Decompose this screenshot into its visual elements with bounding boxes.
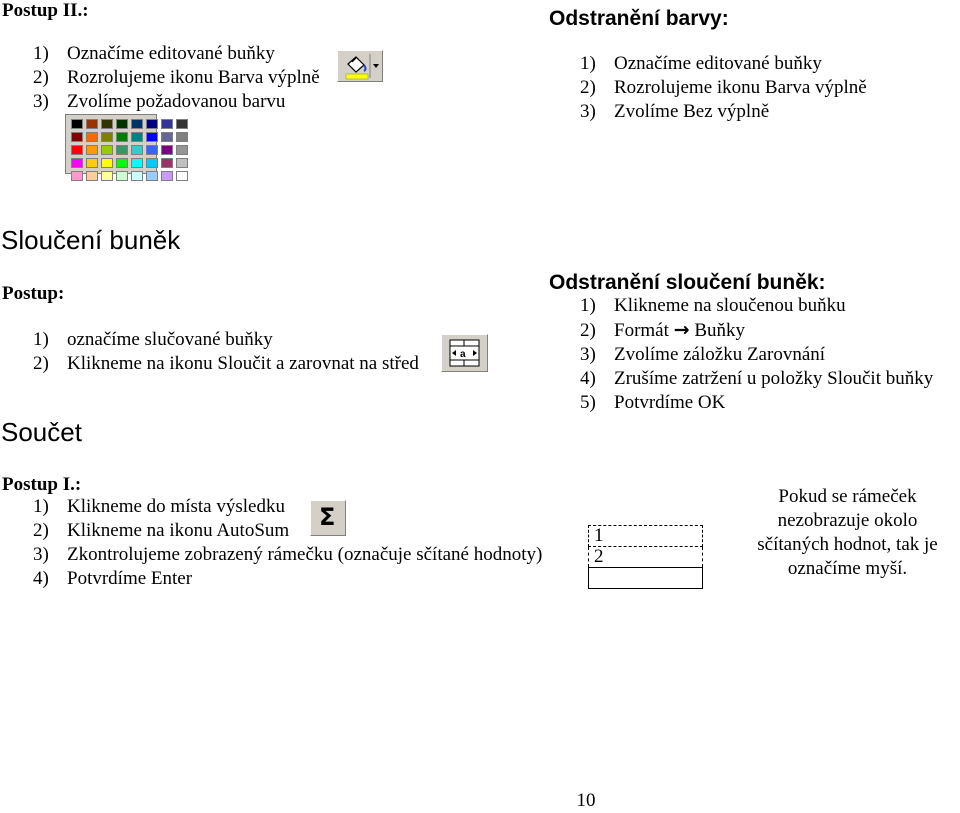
color-swatch[interactable] [161,119,173,129]
paint-bucket-icon [338,51,382,81]
soucet-postup: Postup I.: [2,474,82,495]
table-row: 1 [589,526,703,547]
color-swatch[interactable] [131,145,143,155]
color-palette [65,114,157,174]
color-swatch[interactable] [116,171,128,181]
color-swatch[interactable] [176,158,188,168]
list-item: 1) Klikneme do místa výsledku [33,496,285,517]
list-item: 2) Klikneme na ikonu AutoSum [33,520,290,541]
list-item: 1) označíme slučované buňky [33,329,273,350]
color-swatch[interactable] [176,119,188,129]
odstraneni-slouceni-heading: Odstranění sloučení buněk: [549,271,826,294]
list-item: 4) Zrušíme zatržení u položky Sloučit buňky [580,368,934,389]
sigma-icon: Σ [319,503,336,531]
page-number: 10 [576,790,596,811]
color-swatch[interactable] [131,158,143,168]
color-swatch[interactable] [146,158,158,168]
fill-steps-list [33,42,320,114]
table-row: 2 [589,547,703,568]
odstraneni-slouceni-steps [580,294,933,415]
color-swatch[interactable] [176,132,188,142]
soucet-title: Součet [1,417,82,447]
list-item: 1) Označíme editované buňky [33,43,275,64]
color-swatch[interactable] [86,145,98,155]
color-swatch[interactable] [86,132,98,142]
color-swatch[interactable] [176,145,188,155]
list-item: 1) Klikneme na sloučenou buňku [580,295,846,316]
fill-color-button[interactable] [337,50,383,82]
table-row [589,568,703,589]
color-swatch[interactable] [71,171,83,181]
sum-cells-example [588,525,703,589]
color-swatch[interactable] [86,119,98,129]
soucet-steps [33,495,542,591]
color-swatch[interactable] [71,119,83,129]
color-swatch[interactable] [146,132,158,142]
postup-ii-heading: Postup II.: [2,0,89,21]
color-swatch[interactable] [101,145,113,155]
merge-center-button[interactable] [441,334,488,372]
list-item: 3) Zvolíme požadovanou barvu [33,91,286,112]
color-swatch[interactable] [101,132,113,142]
list-item: 2) Rozrolujeme ikonu Barva výplně [33,67,320,88]
odstraneni-barvy-heading: Odstranění barvy: [549,7,729,30]
list-item: 3) Zvolíme záložku Zarovnání [580,344,826,365]
color-swatch[interactable] [71,132,83,142]
color-swatch[interactable] [161,158,173,168]
list-item: 2) Formát → Buňky [580,319,745,341]
color-swatch[interactable] [101,119,113,129]
color-swatch[interactable] [116,132,128,142]
color-swatch[interactable] [176,171,188,181]
list-item: 2) Rozrolujeme ikonu Barva výplně [580,77,867,98]
color-swatch[interactable] [161,145,173,155]
color-swatch[interactable] [71,145,83,155]
color-swatch[interactable] [116,158,128,168]
color-swatch[interactable] [71,158,83,168]
color-swatch[interactable] [86,158,98,168]
list-item: 3) Zkontrolujeme zobrazený rámečku (označuje sčítané hodnoty) [33,544,543,565]
color-swatch[interactable] [131,132,143,142]
list-item: 1) Označíme editované buňky [580,53,822,74]
color-swatch[interactable] [146,171,158,181]
slouceni-title: Sloučení buněk [1,225,181,255]
color-swatch[interactable] [146,119,158,129]
odstraneni-barvy-steps [580,52,867,124]
slouceni-postup: Postup: [2,283,65,304]
list-item: 5) Potvrdíme OK [580,392,726,413]
note-text: Pokud se rámeček nezobrazuje okolo sčítaných hodnot, tak je označíme myší. [757,486,938,579]
color-swatch[interactable] [116,119,128,129]
color-swatch[interactable] [146,145,158,155]
svg-text:a: a [460,349,466,360]
color-swatch[interactable] [86,171,98,181]
merge-center-icon [442,335,487,371]
autosum-button[interactable] [310,500,346,536]
color-swatch[interactable] [161,132,173,142]
color-swatch[interactable] [101,171,113,181]
arrow-right-icon: → [673,319,690,341]
color-swatch[interactable] [131,119,143,129]
slouceni-steps [33,328,419,376]
color-swatch[interactable] [116,145,128,155]
list-item: 3) Zvolíme Bez výplně [580,101,770,122]
list-item: 4) Potvrdíme Enter [33,568,193,589]
chevron-down-icon [373,64,379,68]
color-swatch[interactable] [101,158,113,168]
color-swatch[interactable] [131,171,143,181]
color-swatch[interactable] [161,171,173,181]
list-item: 2) Klikneme na ikonu Sloučit a zarovnat na střed [33,353,419,374]
